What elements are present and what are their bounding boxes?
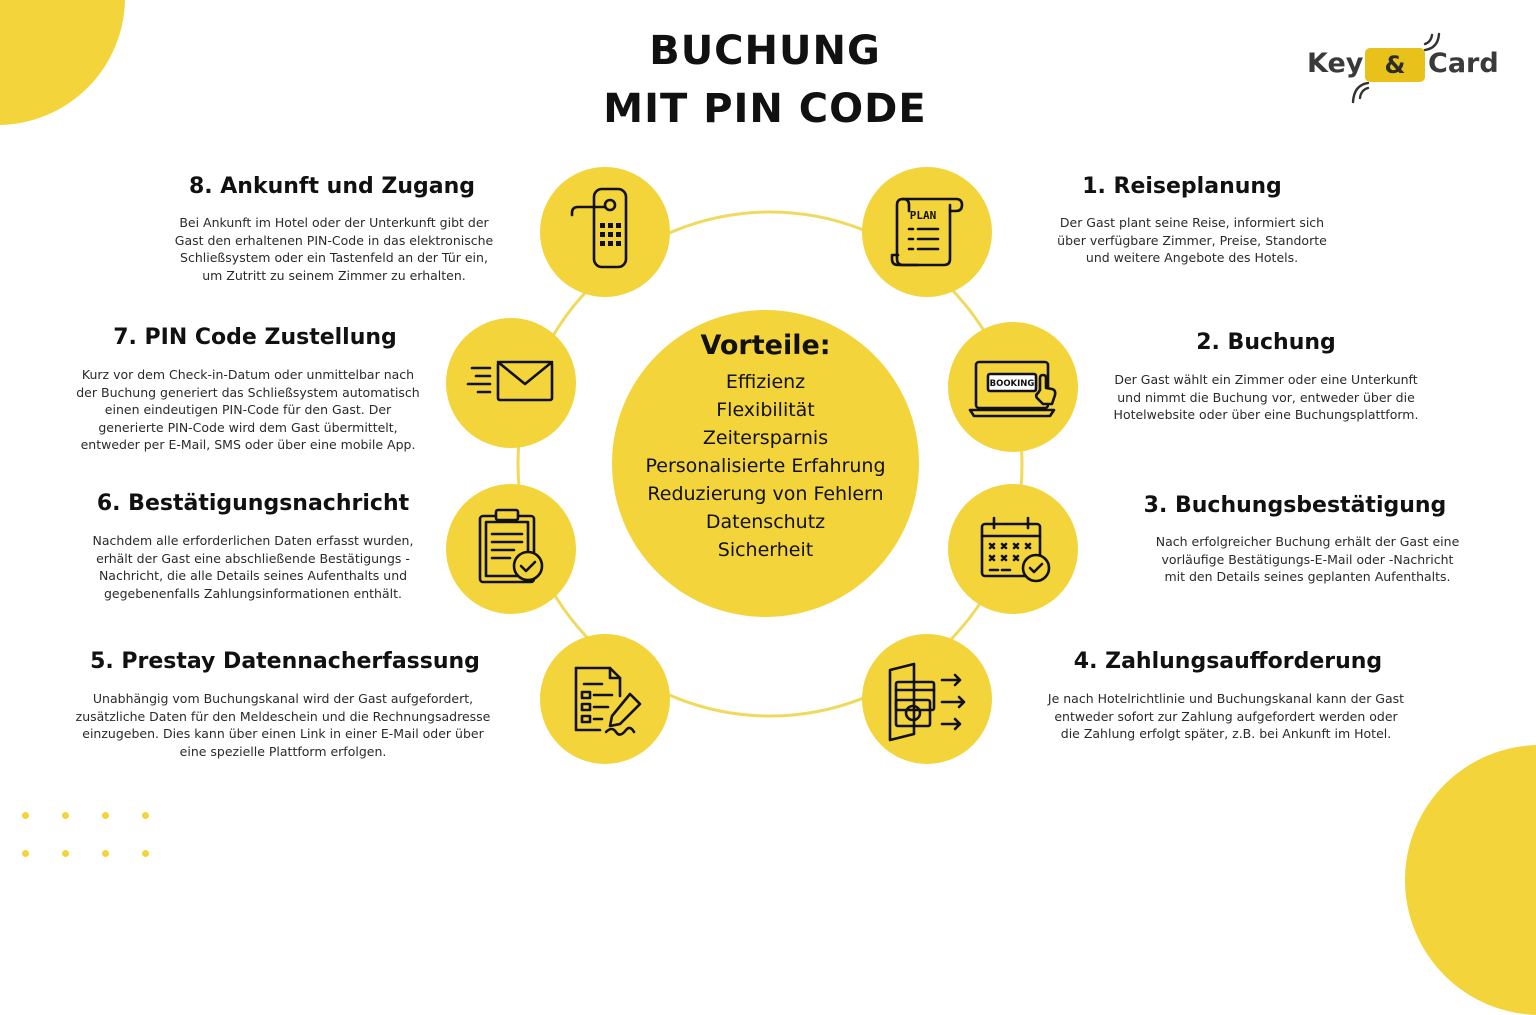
step-4-circle [862,634,992,764]
benefit-item: Zeitersparnis [702,427,829,449]
form-signature-icon [540,634,670,764]
step-1-title: 1. Reiseplanung [1082,174,1282,199]
door-keypad-icon [540,167,670,297]
step-1-description: Der Gast plant seine Reise, informiert sich über verfügbare Zimmer, Preise, Standorte und weitere Angebote des Hotels. [1057,215,1327,265]
step-4-description: Je nach Hotelrichtlinie und Buchungskanal kann der Gast entweder sofort zur Zahlung aufgefordert werden oder die Zahlung erfolgt später, z.B. bei Ankunft im Hotel. [1047,691,1405,741]
calendar-check-icon [948,484,1078,614]
logo-ampersand: & [1384,51,1406,79]
step-6-circle [446,484,576,614]
step-3-description: Nach erfolgreicher Buchung erhält der Gast eine vorläufige Bestätigungs-E-Mail oder -Nachricht mit den Details seines geplanten Aufenthalts. [1155,534,1460,584]
booking-laptop-icon [948,322,1078,452]
step-3-title: 3. Buchungsbestätigung [1143,493,1447,518]
step-2-description: Der Gast wählt ein Zimmer oder eine Unterkunft und nimmt die Buchung vor, entweder über die Hotelwebsite oder über eine Buchungsplattform. [1113,372,1419,422]
plan-scroll-icon [862,167,992,297]
step-8-description: Bei Ankunft im Hotel oder der Unterkunft gibt der Gast den erhaltenen PIN-Code in das elektronische Schließsystem oder ein Tastenfeld an der Tür ein, um Zutritt zu seinem Zimmer zu erhalten. [174,215,494,283]
step-2-circle [948,322,1078,452]
wallet-payment-icon [862,634,992,764]
benefit-item: Effizienz [725,371,806,393]
benefits-circle [612,310,919,617]
step-7-description: Kurz vor dem Check-in-Datum oder unmittelbar nach der Buchung generiert das Schließsystem automatisch einen eindeutigen PIN-Code für den Gast. Der generierte PIN-Code wird dem Gast übermittelt, entweder per E-Mail, SMS oder über eine mobile App. [76,367,420,452]
step-5-description: Unabhängig vom Buchungskanal wird der Gast aufgefordert, zusätzliche Daten für den Meldeschein und die Rechnungsadresse einzugeben. Dies kann über einen Link in einer E-Mail oder über eine spezielle Plattform erfolgen. [75,691,491,759]
booking-icon-label: BOOKING [989,379,1035,389]
step-8-circle [540,167,670,297]
step-7-circle [446,318,576,448]
benefit-item: Flexibilität [716,399,815,421]
step-7-title: 7. PIN Code Zustellung [113,325,397,350]
step-1-circle [862,167,992,297]
page-title-line-1: BUCHUNG [649,28,881,74]
step-4-title: 4. Zahlungsaufforderung [1073,649,1383,674]
step-5-title: 5. Prestay Datennacherfassung [90,649,480,674]
benefit-item: Sicherheit [717,539,814,561]
page-title-line-2: MIT PIN CODE [603,86,927,132]
step-8-title: 8. Ankunft und Zugang [188,174,476,199]
logo-word-key: Key [1307,48,1364,79]
benefits-title: Vorteile: [700,330,831,361]
step-3-circle [948,484,1078,614]
plan-icon-label: PLAN [909,209,937,222]
benefit-item: Datenschutz [705,511,826,533]
logo-word-card: Card [1428,48,1499,79]
benefit-item: Reduzierung von Fehlern [647,483,884,505]
benefits-list [612,368,919,564]
step-6-description: Nachdem alle erforderlichen Daten erfasst wurden, erhält der Gast eine abschließende Bestätigungs -Nachricht, die alle Details seines Aufenthalts und gegebenenfalls Zahlungsinformationen enthält. [92,533,414,601]
step-2-title: 2. Buchung [1196,330,1336,355]
benefit-item: Personalisierte Erfahrung [645,455,886,477]
step-5-circle [540,634,670,764]
envelope-send-icon [446,318,576,448]
step-6-title: 6. Bestätigungsnachricht [96,491,410,516]
clipboard-check-icon [446,484,576,614]
